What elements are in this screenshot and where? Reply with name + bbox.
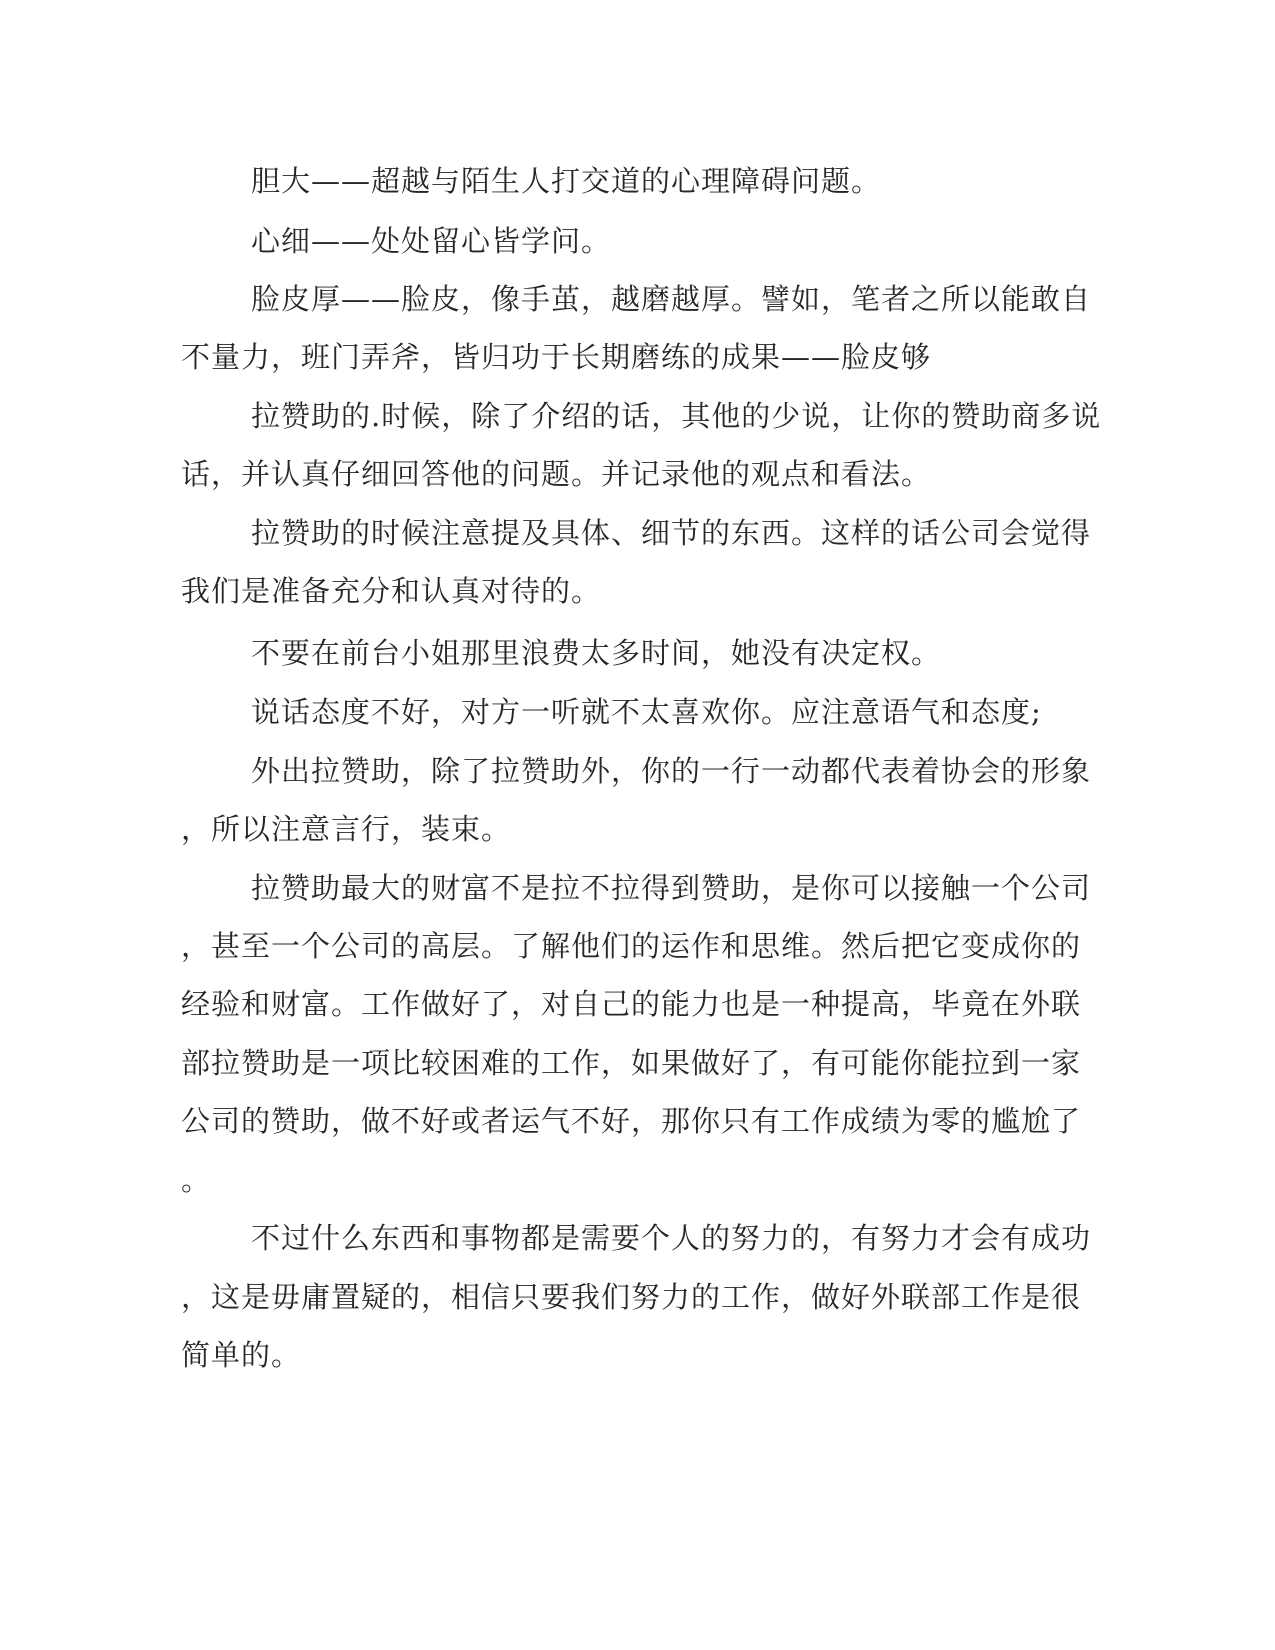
text-line: 不量力，班门弄斧，皆归功于长期磨练的成果——脸皮够 xyxy=(181,340,932,374)
text-line: 我们是准备充分和认真对待的。 xyxy=(181,574,602,608)
text-line: 简单的。 xyxy=(181,1338,302,1372)
text-line: 拉赞助的时候注意提及具体、细节的东西。这样的话公司会觉得 xyxy=(251,516,1092,550)
text-line: 经验和财富。工作做好了，对自己的能力也是一种提高，毕竟在外联 xyxy=(181,987,1082,1021)
text-line: 说话态度不好，对方一听就不太喜欢你。应注意语气和态度; xyxy=(251,695,1042,729)
text-line: ，所以注意言行，装束。 xyxy=(181,812,512,846)
text-line: 拉赞助最大的财富不是拉不拉得到赞助，是你可以接触一个公司 xyxy=(251,871,1092,905)
text-line: 外出拉赞助，除了拉赞助外，你的一行一动都代表着协会的形象 xyxy=(251,754,1092,788)
text-line: 。 xyxy=(181,1163,212,1197)
text-line: 心细——处处留心皆学问。 xyxy=(251,224,612,258)
text-line: 不要在前台小姐那里浪费太多时间，她没有决定权。 xyxy=(251,636,942,670)
text-line: 不过什么东西和事物都是需要个人的努力的，有努力才会有成功 xyxy=(251,1221,1092,1255)
text-line: 公司的赞助，做不好或者运气不好，那你只有工作成绩为零的尴尬了 xyxy=(181,1104,1082,1138)
text-line: 话，并认真仔细回答他的问题。并记录他的观点和看法。 xyxy=(181,457,932,491)
text-line: 拉赞助的.时候，除了介绍的话，其他的少说，让你的赞助商多说 xyxy=(251,399,1102,433)
text-line: 胆大——超越与陌生人打交道的心理障碍问题。 xyxy=(251,164,882,198)
text-line: 部拉赞助是一项比较困难的工作，如果做好了，有可能你能拉到一家 xyxy=(181,1046,1082,1080)
text-line: 脸皮厚——脸皮，像手茧，越磨越厚。譬如，笔者之所以能敢自 xyxy=(251,282,1092,316)
text-line: ，这是毋庸置疑的，相信只要我们努力的工作，做好外联部工作是很 xyxy=(181,1280,1082,1314)
text-line: ，甚至一个公司的高层。了解他们的运作和思维。然后把它变成你的 xyxy=(181,929,1082,963)
